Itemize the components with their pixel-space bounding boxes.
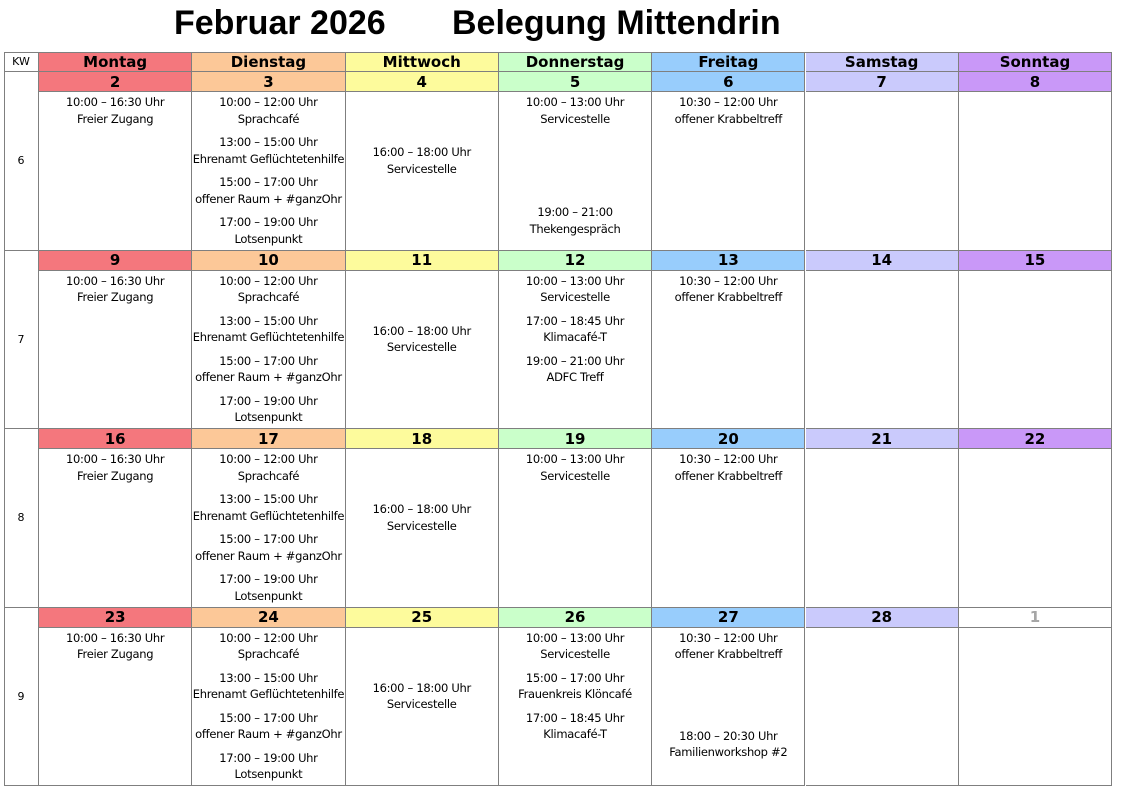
event-time: 13:00 – 15:00 Uhr [219,135,318,149]
event [192,451,344,484]
event-name: Servicestelle [386,161,457,176]
date-cell: 15 [959,251,1112,271]
date-cell: 14 [806,251,959,271]
event-time: 10:00 – 16:30 Uhr [65,452,165,466]
date-cell: 6 [652,72,805,92]
day-cell [652,271,805,430]
month-title: Februar 2026 [174,4,386,42]
day-cell [192,628,345,787]
event-time: 16:00 – 18:00 Uhr [372,145,471,159]
kw-number: 8 [4,429,39,608]
event [499,710,651,743]
date-cell: 12 [499,251,652,271]
day-cell [192,271,345,430]
event [192,491,344,524]
day-cell [652,449,805,608]
event-time: 10:00 – 12:00 Uhr [219,630,318,645]
event [499,670,651,703]
event [499,204,651,237]
event-time: 10:00 – 12:00 Uhr [219,273,318,288]
event-name: Lotsenpunkt [234,410,303,424]
event [192,750,344,783]
day-header-montag: Montag [39,52,192,72]
day-header-freitag: Freitag [652,52,805,72]
event-time: 10:30 – 12:00 Uhr [679,273,778,288]
event [192,214,344,247]
event-time: 10:00 – 16:30 Uhr [65,273,165,288]
event [499,94,651,127]
event-name: Klimacafé-T [543,330,607,344]
event [346,501,498,534]
date-cell: 23 [39,608,192,628]
event [39,273,191,306]
event-time: 15:00 – 17:00 Uhr [219,353,318,368]
event-time: 15:00 – 17:00 Uhr [219,710,318,725]
event-time: 10:30 – 12:00 Uhr [679,95,778,109]
event [652,630,804,663]
event-time: 13:00 – 15:00 Uhr [219,313,318,328]
event [39,630,191,663]
event [652,728,804,761]
date-cell: 11 [346,251,499,271]
day-cell [652,92,805,251]
event-time: 10:00 – 16:30 Uhr [65,630,165,645]
event-name: Ehrenamt Geflüchtetenhilfe [192,508,345,523]
day-cell [959,628,1112,787]
event [39,94,191,127]
event [346,323,498,356]
event-time: 16:00 – 18:00 Uhr [372,680,471,695]
day-cell [959,271,1112,430]
event-name: Sprachcafé [237,290,300,304]
day-cell [806,92,959,251]
event [499,630,651,663]
event-name: Ehrenamt Geflüchtetenhilfe [192,330,345,344]
day-cell [346,92,499,251]
event-time: 19:00 – 21:00 Uhr [525,353,625,368]
day-cell [499,628,652,787]
event-time: 17:00 – 19:00 Uhr [219,750,318,765]
date-cell: 9 [39,251,192,271]
event-time: 10:00 – 16:30 Uhr [65,95,165,109]
event-name: Servicestelle [386,518,457,533]
event-name: Servicestelle [386,697,457,711]
event [192,571,344,604]
kw-number: 6 [4,72,39,251]
event-name: Servicestelle [540,468,610,483]
event-name: offener Krabbeltreff [674,111,782,126]
event [346,144,498,177]
event-time: 16:00 – 18:00 Uhr [372,323,471,338]
event [39,451,191,484]
event-name: Sprachcafé [237,111,300,126]
event-name: Lotsenpunkt [234,231,303,246]
date-cell: 7 [806,72,959,92]
date-cell: 27 [652,608,805,628]
date-cell: 13 [652,251,805,271]
event [192,94,344,127]
event [192,393,344,426]
event-name: offener Krabbeltreff [674,290,782,304]
event [499,451,651,484]
event-name: Servicestelle [386,340,457,354]
event-name: Frauenkreis Klöncafé [518,687,632,701]
day-cell [39,449,192,608]
kw-number: 9 [4,608,39,787]
page-header [0,0,1123,50]
event [499,313,651,346]
event-name: Thekengespräch [529,221,621,236]
event-time: 15:00 – 17:00 Uhr [525,670,625,685]
event-name: Servicestelle [540,290,610,304]
event-time: 10:30 – 12:00 Uhr [679,630,778,645]
date-cell: 16 [39,429,192,449]
event-name: offener Krabbeltreff [674,647,782,661]
event [192,670,344,703]
event-name: offener Raum + #ganzOhr [195,727,342,741]
date-cell: 10 [192,251,345,271]
event-name: Freier Zugang [77,111,154,126]
date-cell: 1 [959,608,1112,628]
event-name: Ehrenamt Geflüchtetenhilfe [192,151,345,166]
event-time: 10:00 – 13:00 Uhr [525,273,625,288]
event-name: offener Raum + #ganzOhr [195,370,342,384]
day-header-sonntag: Sonntag [959,52,1112,72]
day-header-samstag: Samstag [806,52,959,72]
day-cell [499,449,652,608]
event [192,630,344,663]
event-name: Ehrenamt Geflüchtetenhilfe [192,687,345,701]
event [192,313,344,346]
event-name: Klimacafé-T [543,727,607,741]
date-cell: 17 [192,429,345,449]
calendar-grid [4,52,1112,786]
day-header-dienstag: Dienstag [192,52,345,72]
event [192,531,344,564]
event-time: 17:00 – 18:45 Uhr [525,313,625,328]
event-time: 16:00 – 18:00 Uhr [372,502,471,516]
day-cell [806,628,959,787]
event-name: Sprachcafé [237,468,300,483]
date-cell: 18 [346,429,499,449]
event-time: 17:00 – 19:00 Uhr [219,572,318,586]
event-name: Freier Zugang [77,290,154,304]
event-name: Freier Zugang [77,468,154,483]
date-cell: 21 [806,429,959,449]
event [652,94,804,127]
event-time: 10:00 – 13:00 Uhr [525,452,625,466]
event-name: Servicestelle [540,647,610,661]
date-cell: 25 [346,608,499,628]
date-cell: 4 [346,72,499,92]
event-name: Servicestelle [540,111,610,126]
date-cell: 2 [39,72,192,92]
event-time: 10:30 – 12:00 Uhr [679,452,778,466]
date-cell: 3 [192,72,345,92]
event-name: offener Raum + #ganzOhr [195,548,342,563]
event-time: 17:00 – 19:00 Uhr [219,215,318,229]
date-cell: 5 [499,72,652,92]
date-cell: 28 [806,608,959,628]
day-cell [192,92,345,251]
kw-header: KW [4,52,39,72]
event-name: offener Raum + #ganzOhr [195,191,342,206]
event [652,273,804,306]
event-time: 18:00 – 20:30 Uhr [679,728,778,743]
event-time: 17:00 – 19:00 Uhr [219,393,318,408]
event [192,353,344,386]
day-cell [652,628,805,787]
event [192,134,344,167]
event-time: 19:00 – 21:00 [537,205,613,219]
day-cell [499,271,652,430]
event [192,174,344,207]
event-time: 13:00 – 15:00 Uhr [219,670,318,685]
day-cell [39,271,192,430]
day-cell [959,449,1112,608]
event-time: 17:00 – 18:45 Uhr [525,710,625,725]
event-name: Sprachcafé [237,647,300,661]
date-cell: 19 [499,429,652,449]
event-name: offener Krabbeltreff [674,468,782,483]
event-name: Lotsenpunkt [234,767,303,781]
event-time: 10:00 – 12:00 Uhr [219,95,318,109]
day-cell [346,628,499,787]
event-name: Familienworkshop #2 [669,745,788,759]
event-name: ADFC Treff [546,370,604,384]
day-cell [39,628,192,787]
day-cell [39,92,192,251]
day-cell [806,271,959,430]
day-cell [499,92,652,251]
event-time: 10:00 – 13:00 Uhr [525,630,625,645]
event-name: Lotsenpunkt [234,588,303,603]
event [652,451,804,484]
day-cell [346,271,499,430]
day-header-donnerstag: Donnerstag [499,52,652,72]
event-time: 10:00 – 12:00 Uhr [219,452,318,466]
event [192,710,344,743]
event [192,273,344,306]
date-cell: 26 [499,608,652,628]
event-time: 15:00 – 17:00 Uhr [219,175,318,189]
kw-number: 7 [4,251,39,430]
page-title: Belegung Mittendrin [452,4,781,42]
event [346,680,498,713]
date-cell: 8 [959,72,1112,92]
date-cell: 20 [652,429,805,449]
event-name: Freier Zugang [77,647,154,661]
event-time: 15:00 – 17:00 Uhr [219,532,318,546]
event [499,273,651,306]
day-cell [806,449,959,608]
day-header-mittwoch: Mittwoch [346,52,499,72]
date-cell: 22 [959,429,1112,449]
event-time: 10:00 – 13:00 Uhr [525,95,625,109]
day-cell [346,449,499,608]
date-cell: 24 [192,608,345,628]
day-cell [959,92,1112,251]
event-time: 13:00 – 15:00 Uhr [219,492,318,506]
day-cell [192,449,345,608]
event [499,353,651,386]
